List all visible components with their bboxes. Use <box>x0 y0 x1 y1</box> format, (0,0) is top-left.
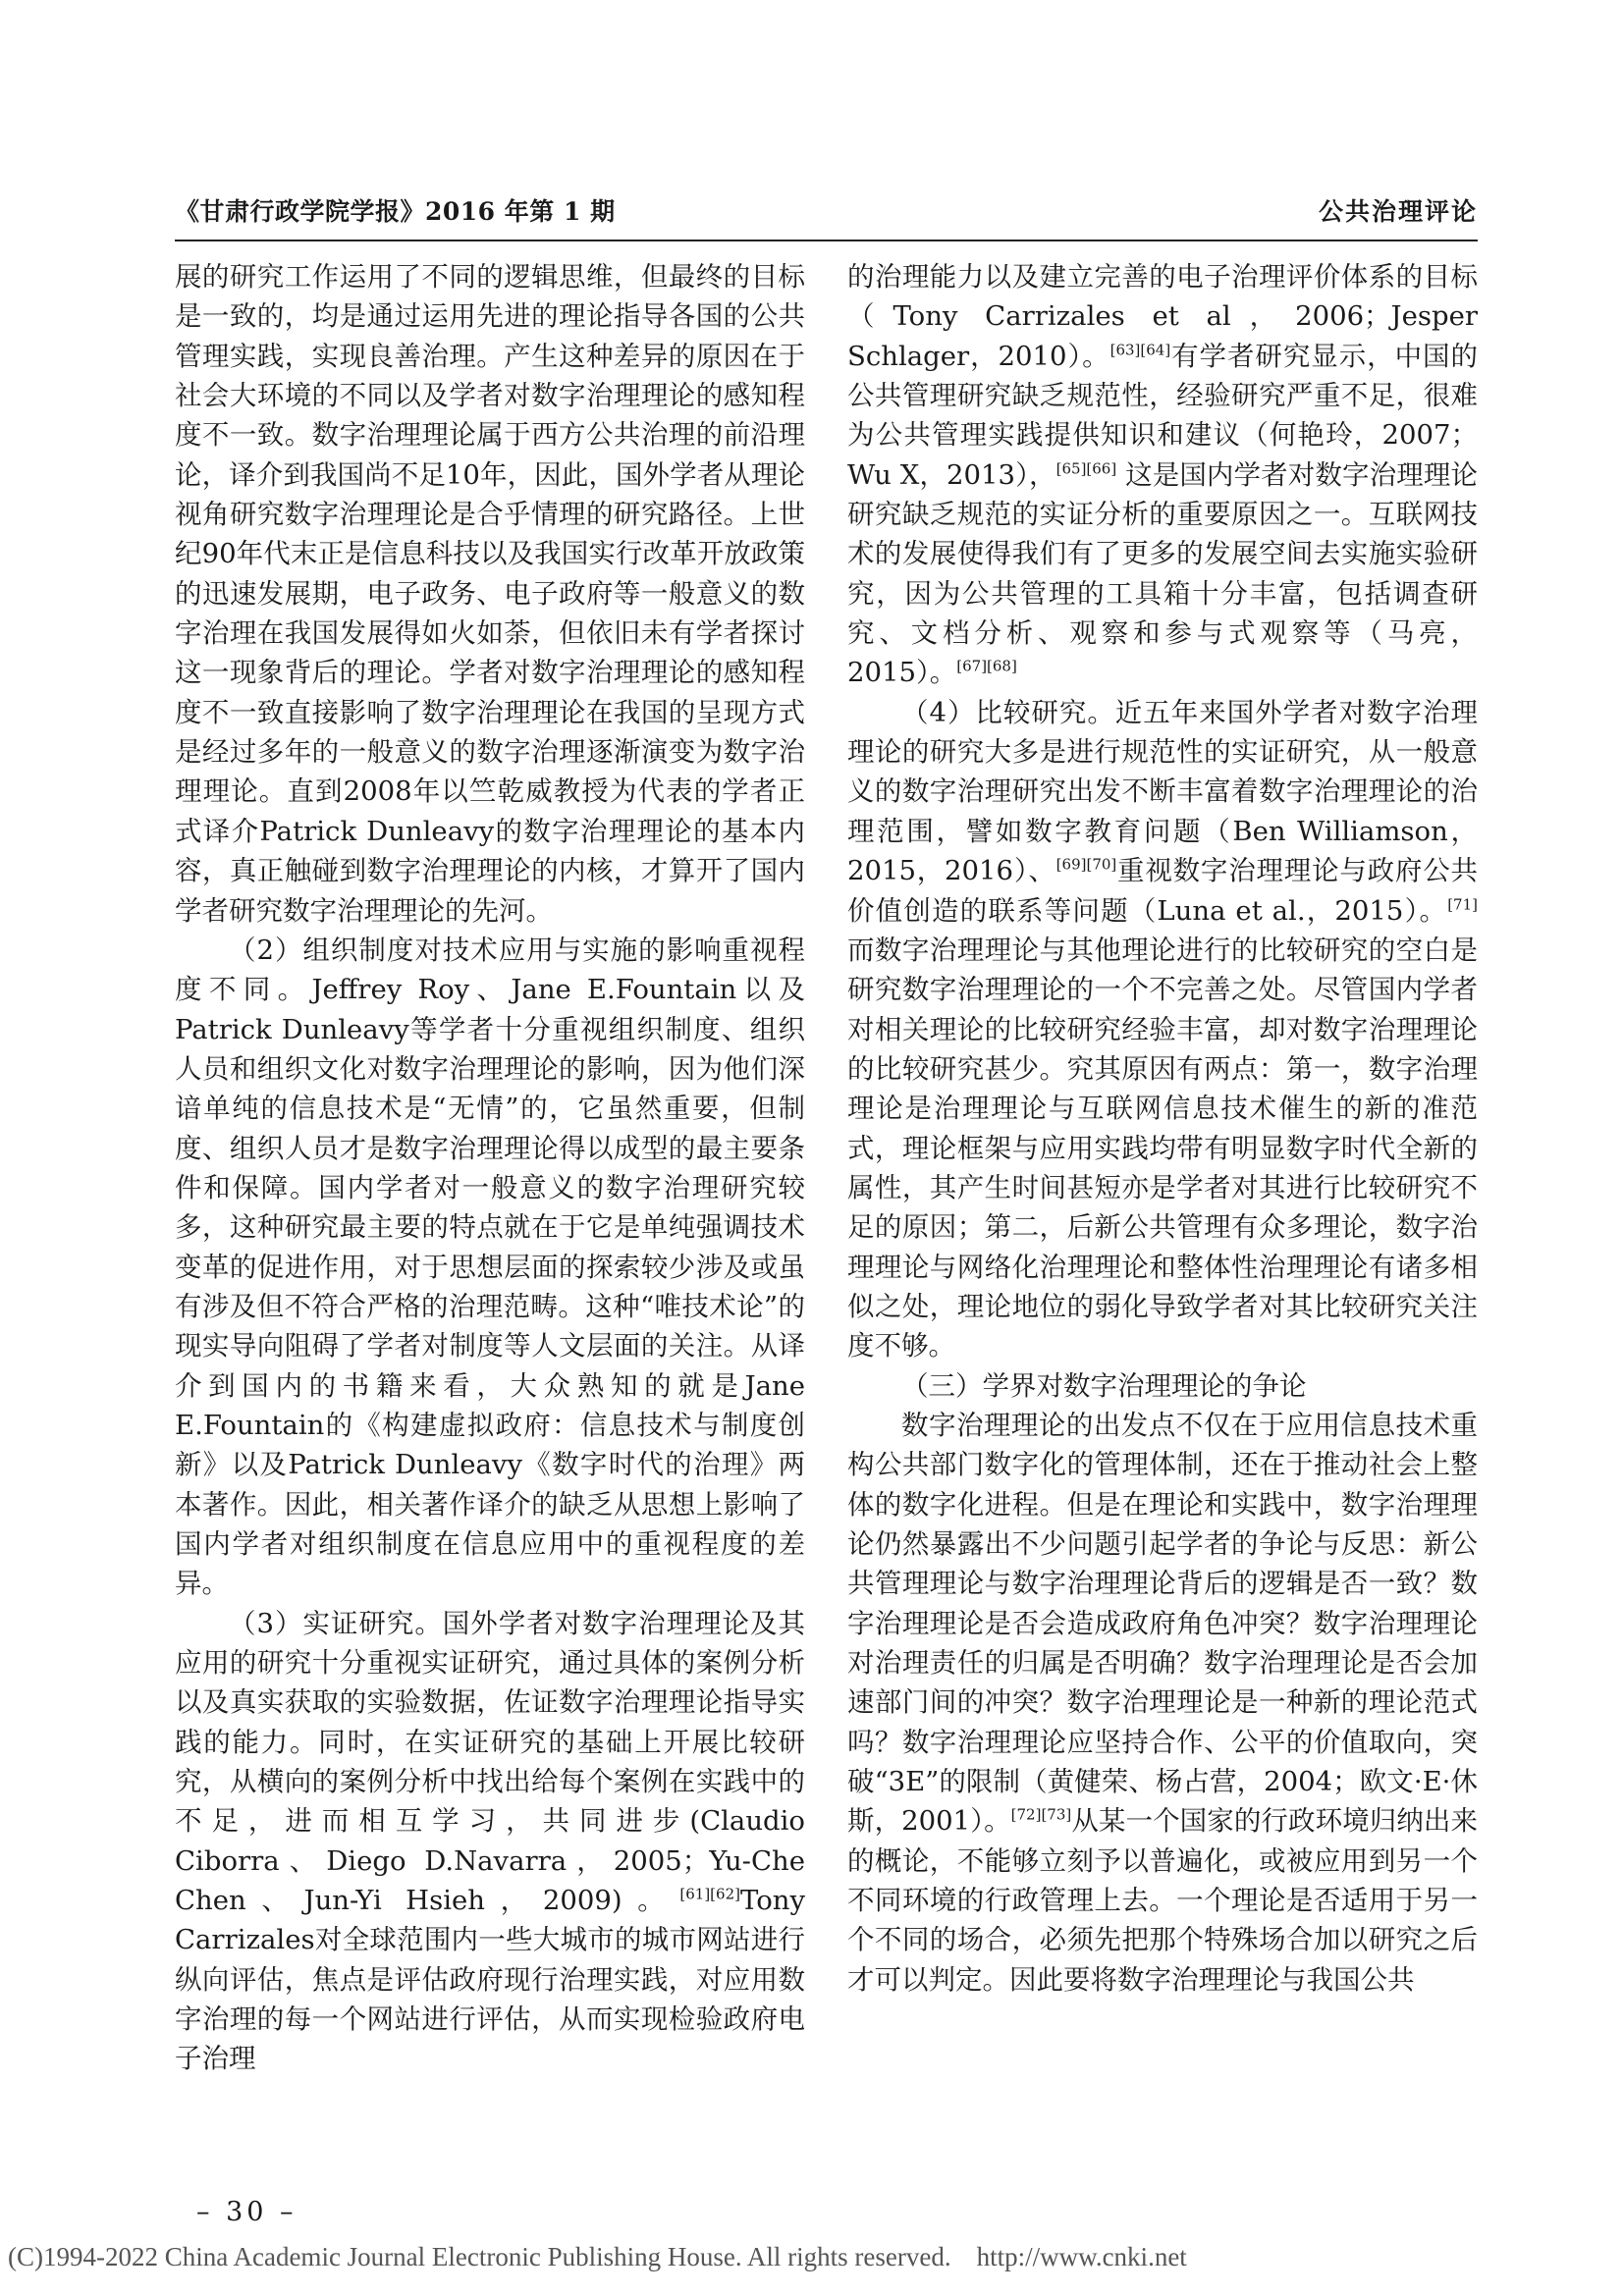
copyright-text: (C)1994-2022 China Academic Journal Electronic Publishing House. All rights reserved. <box>8 2242 951 2271</box>
paragraph <box>847 257 1478 693</box>
header-rule <box>175 240 1478 241</box>
citation: [65][66] <box>1055 459 1117 478</box>
paragraph-text: 数字治理理论的出发点不仅在于应用信息技术重构公共部门数字化的管理体制，还在于推动社会上整体的数字化进程。但是在理论和实践中，数字治理理论仍然暴露出不少问题引起学者的争论与反思：新公共管理理论与数字治理理论背后的逻辑是否一致？数字治理理论是否会造成政府角色冲突？数字治理理论对治理责任的归属是否明确？数字治理理论是否会加速部门间的冲突？数字治理理论是一种新的理论范式吗？数字治理理论应坚持合作、公平的价值取向，突破“3E”的限制（黄健荣、杨占营，2004；欧文·E·休斯，2001）。 <box>847 1409 1478 1838</box>
paragraph <box>175 1604 805 2079</box>
citation: [63][64] <box>1109 341 1171 359</box>
page-number: – 30 – <box>196 2197 298 2227</box>
citation: [69][70] <box>1055 855 1117 874</box>
citation: [67][68] <box>956 657 1017 675</box>
paragraph-text: 重视数字治理理论与政府公共价值创造的联系等问题（Luna et al.，2015）。 <box>847 855 1478 927</box>
citation: [72][73] <box>1010 1805 1072 1824</box>
paragraph-text: （4）比较研究。近五年来国外学者对数字治理理论的研究大多是进行规范性的实证研究，从一般意义的数字治理研究出发不断丰富着数字治理理论的治理范围，譬如数字教育问题（Ben Williamson，2015，2016）、 <box>847 696 1478 887</box>
journal-title: 《甘肃行政学院学报》2016 年第 1 期 <box>175 197 616 226</box>
left-column <box>175 257 805 2079</box>
paragraph-text: 有学者研究显示，中国的公共管理研究缺乏规范性，经验研究严重不足，很难为公共管理实践提供知识和建议（何艳玲，2007；Wu X，2013）， <box>847 340 1478 491</box>
citation: [61][62] <box>679 1885 740 1903</box>
paragraph-text: Tony Carrizales对全球范围内一些大城市的城市网站进行纵向评估，焦点是评估政府现行治理实践，对应用数字治理的每一个网站进行评估，从而实现检验政府电子治理 <box>175 1885 805 2075</box>
right-column <box>847 257 1478 2000</box>
citation: [71] <box>1447 895 1478 913</box>
paragraph <box>847 693 1478 1366</box>
section-heading: （三）学界对数字治理理论的争论 <box>901 1369 1307 1402</box>
copyright-notice <box>8 2242 1187 2272</box>
paragraph: （2）组织制度对技术应用与实施的影响重视程度不同。Jeffrey Roy、Jane E.Fountain以及Patrick Dunleavy等学者十分重视组织制度、组织人员和组织文化对数字治理理论的影响，因为他们深谙单纯的信息技术是“无情”的，它虽然重要，但制度、组织人员才是数字治理理论得以成型的最主要条件和保障。国内学者对一般意义的数字治理研究较多，这种研究最主要的特点就在于它是单纯强调技术变革的促进作用，对于思想层面的探索较少涉及或虽有涉及但不符合严格的治理范畴。这种“唯技术论”的现实导向阻碍了学者对制度等人文层面的关注。从译介到国内的书籍来看，大众熟知的就是Jane E.Fountain的《构建虚拟政府：信息技术与制度创新》以及Patrick Dunleavy《数字时代的治理》两本著作。因此，相关著作译介的缺乏从思想上影响了国内学者对组织制度在信息应用中的重视程度的差异。 <box>175 934 805 1600</box>
paragraph-text: 而数字治理理论与其他理论进行的比较研究的空白是研究数字治理理论的一个不完善之处。尽管国内学者对相关理论的比较研究经验丰富，却对数字治理理论的比较研究甚少。究其原因有两点：第一，数字治理理论是治理理论与互联网信息技术催生的新的准范式，理论框架与应用实践均带有明显数字时代全新的属性，其产生时间甚短亦是学者对其进行比较研究不足的原因；第二，后新公共管理有众多理论，数字治理理论与网络化治理理论和整体性治理理论有诸多相似之处，理论地位的弱化导致学者对其比较研究关注度不够。 <box>847 934 1478 1362</box>
paragraph: 展的研究工作运用了不同的逻辑思维，但最终的目标是一致的，均是通过运用先进的理论指导各国的公共管理实践，实现良善治理。产生这种差异的原因在于社会大环境的不同以及学者对数字治理理论的感知程度不一致。数字治理理论属于西方公共治理的前沿理论，译介到我国尚不足10年，因此，国外学者从理论视角研究数字治理理论是合乎情理的研究路径。上世纪90年代末正是信息科技以及我国实行改革开放政策的迅速发展期，电子政务、电子政府等一般意义的数字治理在我国发展得如火如荼，但依旧未有学者探讨这一现象背后的理论。学者对数字治理理论的感知程度不一致直接影响了数字治理理论在我国的呈现方式是经过多年的一般意义的数字治理逐渐演变为数字治理理论。直到2008年以竺乾威教授为代表的学者正式译介Patrick Dunleavy的数字治理理论的基本内容，真正触碰到数字治理理论的内核，才算开了国内学者研究数字治理理论的先河。 <box>175 261 805 927</box>
paragraph-text: （3）实证研究。国外学者对数字治理理论及其应用的研究十分重视实证研究，通过具体的案例分析以及真实获取的实验数据，佐证数字治理理论指导实践的能力。同时，在实证研究的基础上开展比较研究，从横向的案例分析中找出给每个案例在实践中的不足，进而相互学习，共同进步(Claudio Ciborra、Diego D.Navarra，2005；Yu-Che Chen、Jun-Yi Hsieh，2009)。 <box>175 1607 805 1917</box>
paragraph-text: 的治理能力以及建立完善的电子治理评价体系的目标（Tony Carrizales et al，2006；Jesper Schlager，2010）。 <box>847 261 1478 372</box>
paragraph <box>847 1406 1478 2000</box>
section-title: 公共治理评论 <box>1318 197 1478 226</box>
paragraph-text: 这是国内学者对数字治理理论研究缺乏规范的实证分析的重要原因之一。互联网技术的发展使得我们有了更多的发展空间去实施实验研究，因为公共管理的工具箱十分丰富，包括调查研究、文档分析、观察和参与式观察等（马亮，2015）。 <box>847 458 1478 689</box>
cnki-url: http://www.cnki.net <box>976 2242 1187 2271</box>
paragraph-text: 从某一个国家的行政环境归纳出来的概论，不能够立刻予以普遍化，或被应用到另一个不同环境的行政管理上去。一个理论是否适用于另一个不同的场合，必须先把那个特殊场合加以研究之后才可以判定。因此要将数字治理理论与我国公共 <box>847 1805 1478 1996</box>
